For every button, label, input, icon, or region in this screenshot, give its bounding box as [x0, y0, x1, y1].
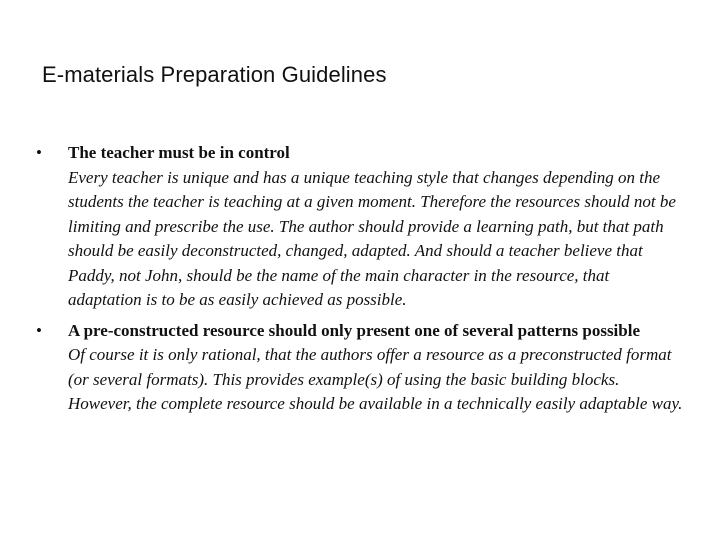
bullet-item-teacher-control — [36, 141, 686, 313]
slide-title: E-materials Preparation Guidelines — [42, 62, 387, 87]
bullet-body: Of course it is only rational, that the authors offer a resource as a preconstructed format (or several formats). This provides example(s) of using the basic building blocks. However, the complete resource should be available in a technically easily adaptable way. — [68, 345, 683, 413]
bullet-body: Every teacher is unique and has a unique teaching style that changes depending on the students the teacher is teaching at a given moment. Therefore the resources should not be limiting and prescribe the use. The author should provide a learning path, but that path should be easily deconstructed, changed, adapted. And should a teacher believe that Paddy, not John, should be the name of the main character in the resource, that adaptation is to be as easily achieved as possible. — [68, 167, 676, 309]
bullet-marker: • — [36, 143, 42, 162]
bullet-heading: The teacher must be in control — [68, 143, 290, 162]
bullet-list — [36, 141, 686, 423]
bullet-heading: A pre-constructed resource should only present one of several patterns possible — [68, 320, 641, 340]
bullet-marker: • — [36, 320, 42, 340]
bullet-item-preconstructed-resource — [36, 319, 686, 417]
